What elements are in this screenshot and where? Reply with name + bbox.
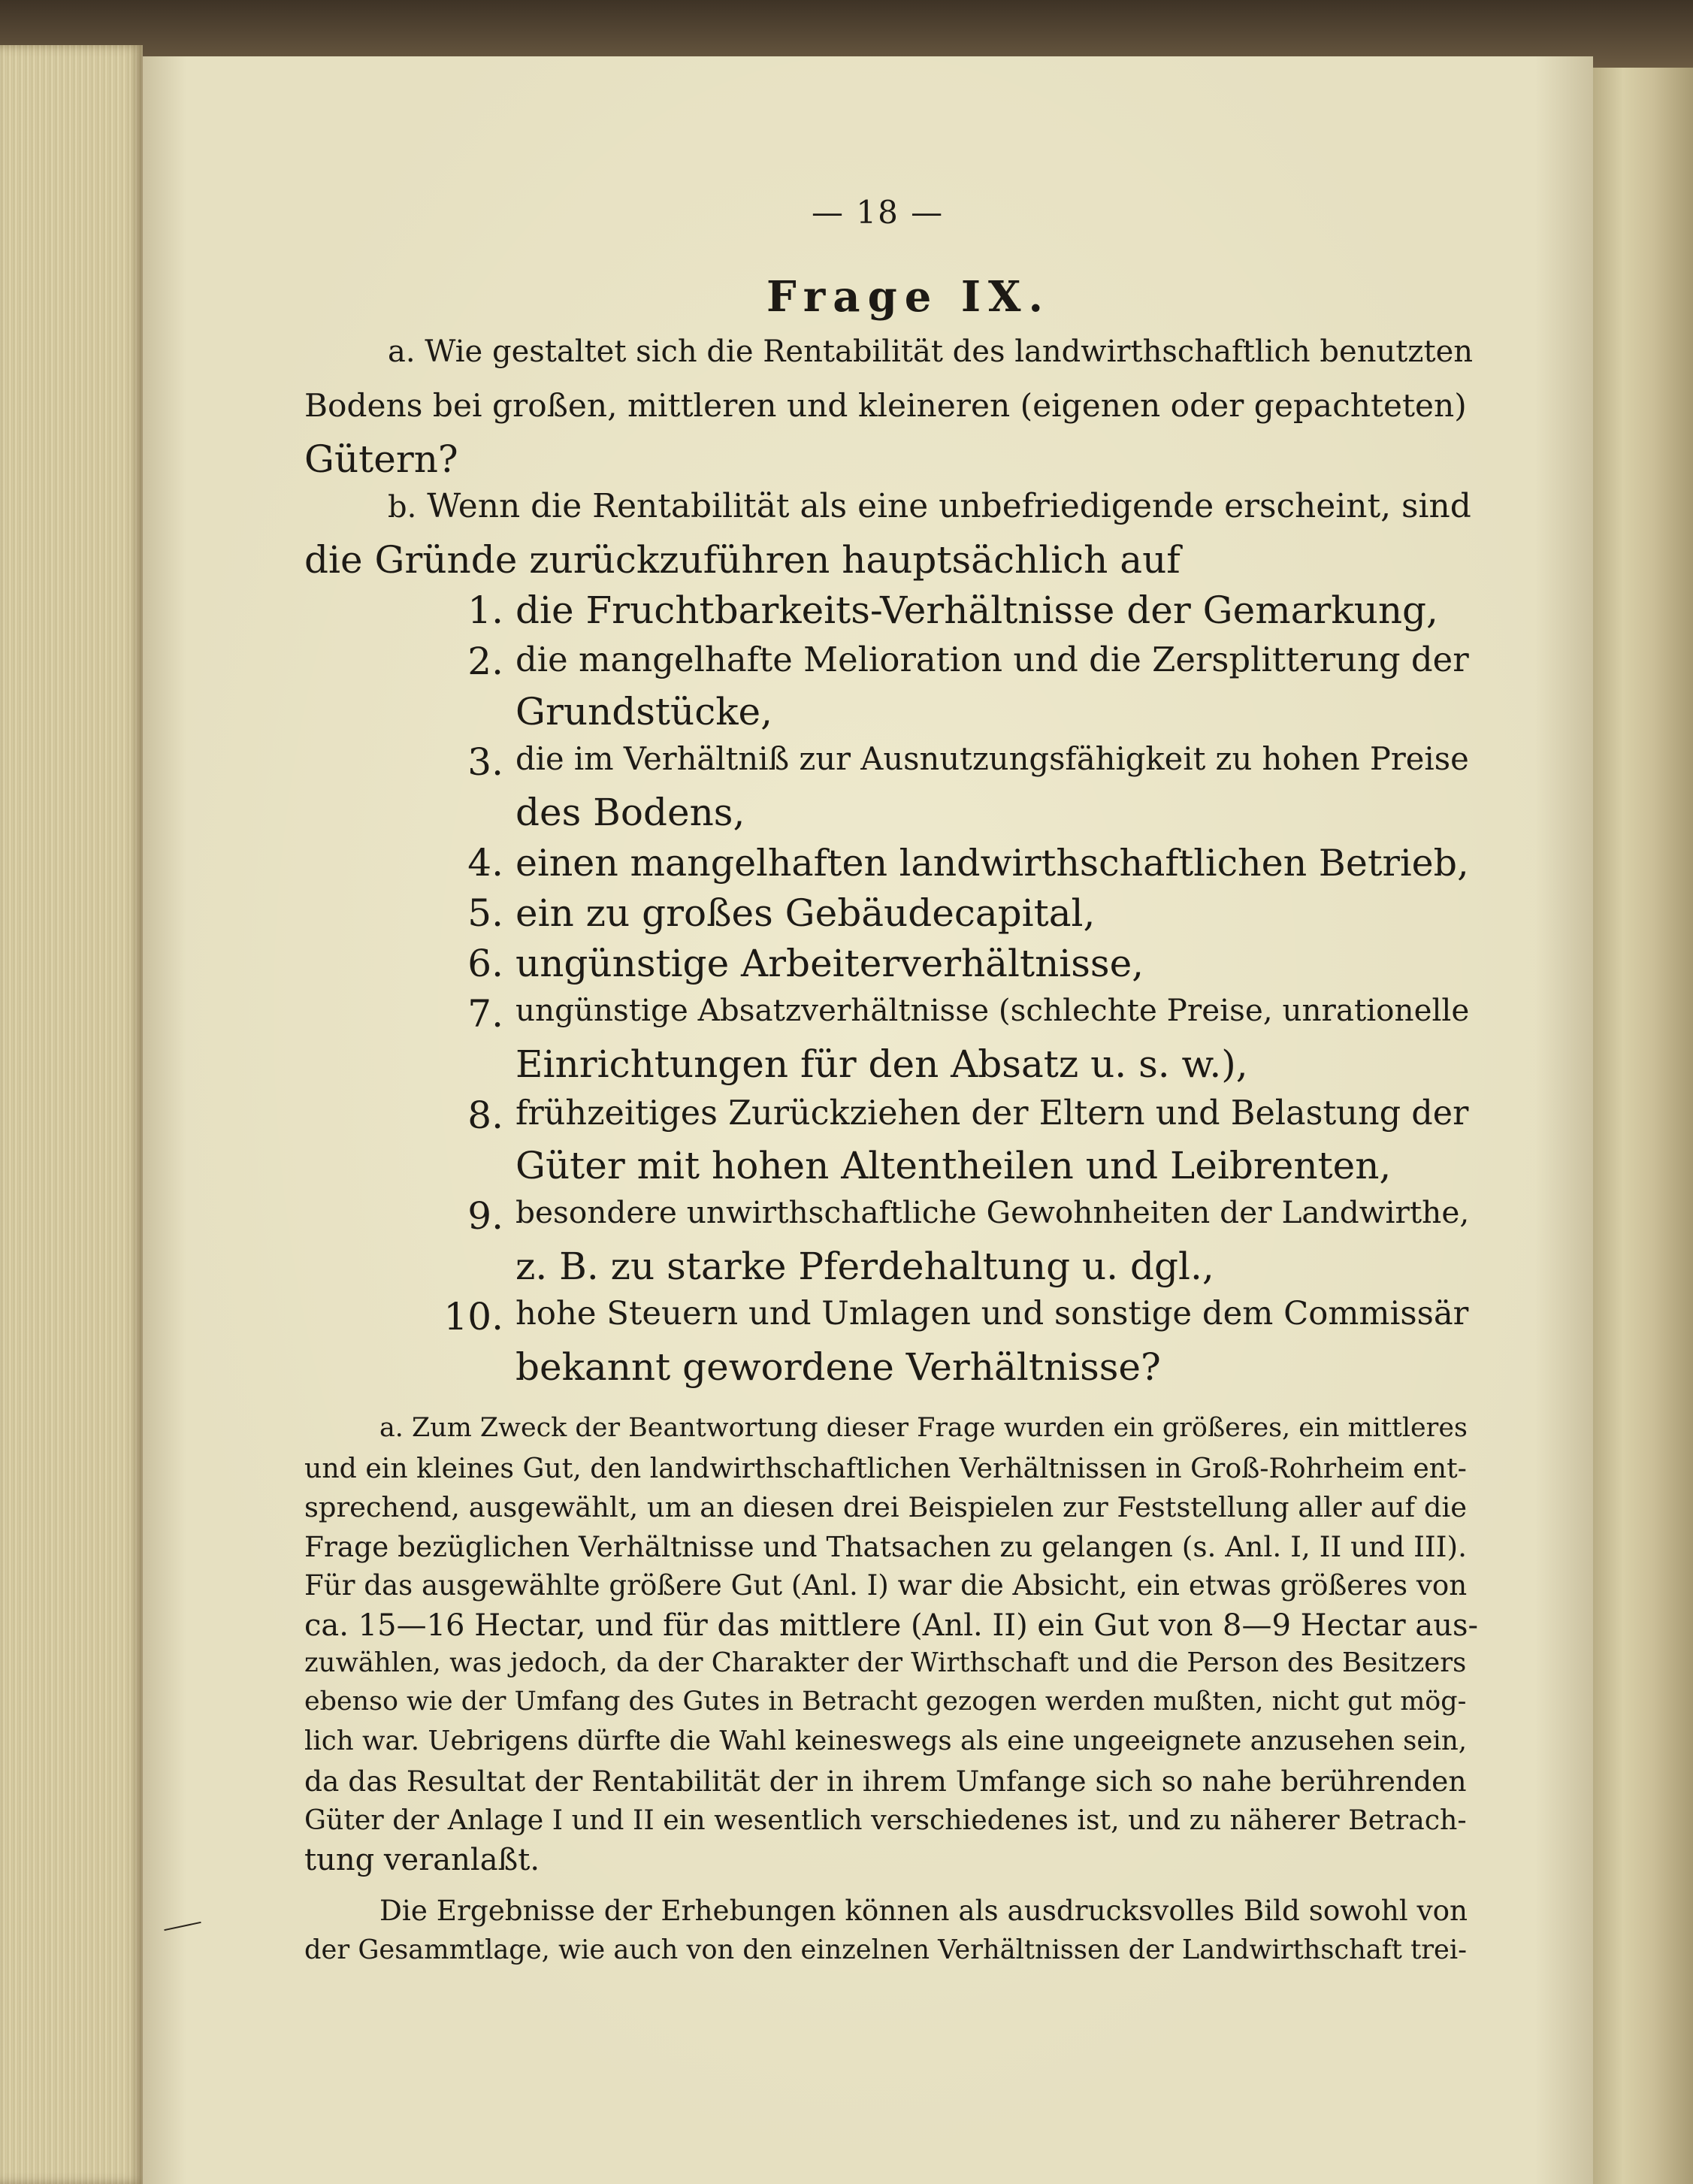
item-number: 2. [467,640,503,683]
question-b-text: Wenn die Rentabilität als eine unbefriedigende erscheint, sind [427,487,1471,525]
answer-line: a. Zum Zweck der Beantwortung dieser Frage wurden ein größeres, ein mittleres [379,1413,1468,1443]
answer-line: Für das ausgewählte größere Gut (Anl. I) war die Absicht, ein etwas größeres von [304,1569,1468,1602]
item-number: 9. [467,1194,503,1238]
item-text: besondere unwirthschaftliche Gewohnheiten der Landwirthe, [515,1194,1470,1230]
item-number: 3. [467,740,503,784]
answer-line: Güter der Anlage I und II ein wesentlich verschiedenes ist, und zu näherer Betrach- [304,1804,1467,1836]
answer-line: Die Ergebnisse der Erhebungen können als ausdrucksvolles Bild sowohl von [379,1894,1468,1927]
answer-line: lich war. Uebrigens dürfte die Wahl keineswegs als eine ungeeignete anzusehen sein, [304,1726,1468,1756]
item-text: bekannt gewordene Verhältnisse? [515,1345,1161,1389]
answer-line: sprechend, ausgewählt, um an diesen drei Beispielen zur Feststellung aller auf die [304,1491,1468,1523]
item-text: hohe Steuern und Umlagen und sonstige dem Commissär [515,1295,1469,1332]
question-a-line [388,334,1473,369]
question-b-line: die Gründe zurückzuführen hauptsächlich auf [304,538,1181,582]
item-text: die mangelhafte Melioration und die Zersplitterung der [515,640,1469,679]
item-text: z. B. zu starke Pferdehaltung u. dgl., [515,1245,1214,1288]
item-text: Grundstücke, [515,690,772,734]
item-number: 4. [467,841,503,885]
right-page-stack [1593,68,1693,2184]
answer-line: und ein kleines Gut, den landwirthschaftlichen Verhältnissen in Groß-Rohrheim ent- [304,1452,1467,1484]
question-a-text: Wie gestaltet sich die Rentabilität des landwirthschaftlich benutzten [425,334,1474,369]
question-b-label: b. [388,490,417,525]
answer-line: ebenso wie der Umfang des Gutes in Betracht gezogen werden mußten, nicht gut mög- [304,1686,1467,1717]
item-number: 6. [467,942,503,985]
item-text: einen mangelhaften landwirthschaftlichen Betrieb, [515,841,1469,885]
item-number: 7. [467,992,503,1036]
item-text: die Fruchtbarkeits-Verhältnisse der Gemarkung, [515,588,1438,632]
answer-line: zuwählen, was jedoch, da der Charakter der Wirthschaft und die Person des Besitzers [304,1647,1467,1678]
item-number: 8. [467,1094,503,1137]
item-text: Güter mit hohen Altentheilen und Leibrenten, [515,1144,1392,1187]
item-number: 1. [467,588,503,632]
item-number: 10. [443,1295,503,1339]
item-text: ein zu großes Gebäudecapital, [515,891,1096,935]
answer-line: ca. 15—16 Hectar, und für das mittlere (Anl. II) ein Gut von 8—9 Hectar aus- [304,1608,1478,1643]
item-text: die im Verhältniß zur Ausnutzungsfähigkeit zu hohen Preise [515,740,1469,777]
item-text: des Bodens, [515,791,745,834]
question-a-line: Gütern? [304,437,458,481]
question-a-line: Bodens bei großen, mittleren und kleineren (eigenen oder gepachteten) [304,387,1467,424]
answer-line: da das Resultat der Rentabilität der in ihrem Umfange sich so nahe berührenden [304,1765,1467,1798]
item-text: ungünstige Absatzverhältnisse (schlechte Preise, unrationelle [515,992,1470,1028]
item-text: ungünstige Arbeiterverhältnisse, [515,942,1144,985]
answer-line: Frage bezüglichen Verhältnisse und Thatsachen zu gelangen (s. Anl. I, II und III). [304,1530,1467,1563]
left-page-stack [0,45,143,2184]
question-a-label: a. [388,334,416,369]
item-text: Einrichtungen für den Absatz u. s. w.), [515,1042,1248,1086]
answer-line: tung veranlaßt. [304,1843,540,1877]
question-b-line [388,487,1471,525]
answer-line: der Gesammtlage, wie auch von den einzelnen Verhältnissen der Landwirthschaft trei- [304,1934,1467,1965]
page-number: — 18 — [812,194,945,231]
item-number: 5. [467,891,503,935]
item-text: frühzeitiges Zurückziehen der Eltern und Belastung der [515,1094,1469,1133]
section-heading: Frage IX. [766,272,1051,322]
